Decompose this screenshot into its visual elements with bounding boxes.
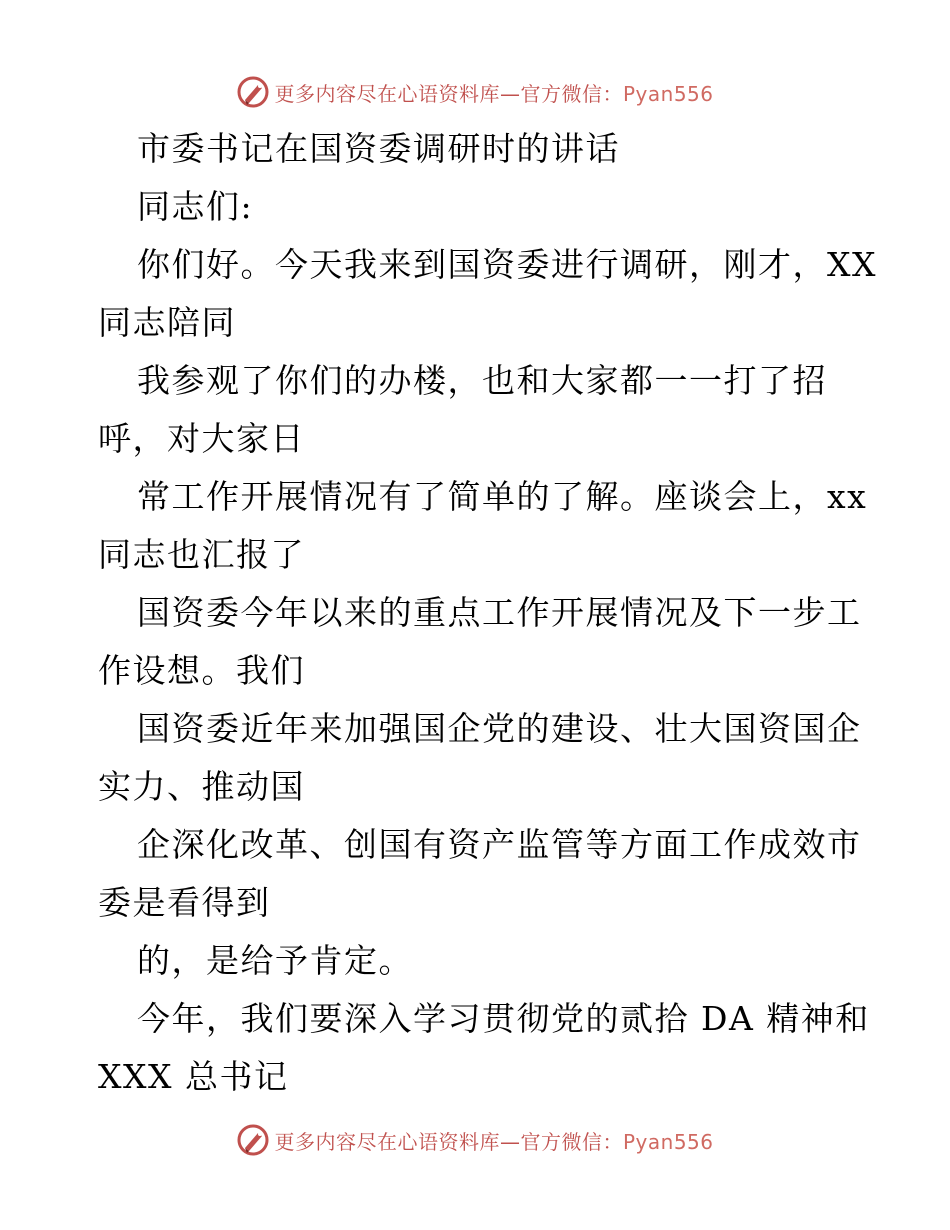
paragraph-line: 作设想。我们 — [98, 651, 305, 690]
pen-logo-icon — [236, 1123, 270, 1157]
pen-logo-icon — [236, 75, 270, 109]
paragraph-line: 国资委今年以来的重点工作开展情况及下一步工 — [137, 593, 862, 632]
paragraph-line: 我参观了你们的办楼，也和大家都一一打了招 — [137, 361, 827, 400]
header-watermark — [0, 72, 950, 112]
watermark-brand: 更多内容尽在心语资料库 — [274, 81, 500, 106]
paragraph-line: 同志陪同 — [98, 303, 236, 342]
watermark-contact-id: Pyan556 — [622, 81, 714, 106]
paragraph-line: 呼，对大家日 — [98, 419, 305, 458]
watermark-contact-label: 官方微信： — [520, 81, 623, 106]
paragraph-line: 同志也汇报了 — [98, 535, 305, 574]
watermark-contact-label: 官方微信： — [520, 1129, 623, 1154]
paragraph-line: 委是看得到 — [98, 883, 271, 922]
paragraph-line: 国资委近年来加强国企党的建设、壮大国资国企 — [137, 709, 862, 748]
watermark-brand: 更多内容尽在心语资料库 — [274, 1129, 500, 1154]
paragraph-line: XXX 总书记 — [98, 1057, 289, 1096]
watermark-separator: — — [499, 1129, 521, 1154]
watermark-text — [274, 1126, 713, 1155]
watermark-contact-id: Pyan556 — [622, 1129, 714, 1154]
paragraph-line: 同志们: — [137, 187, 254, 226]
paragraph-line: 你们好。今天我来到国资委进行调研，刚才，XX — [137, 245, 877, 284]
footer-watermark — [0, 1120, 950, 1160]
paragraph-line: 实力、推动国 — [98, 767, 305, 806]
paragraph-line: 企深化改革、创国有资产监管等方面工作成效市 — [137, 825, 862, 864]
paragraph-line: 今年，我们要深入学习贯彻党的贰拾 DA 精神和 — [137, 999, 870, 1038]
paragraph-line: 的，是给予肯定。 — [137, 941, 413, 980]
paragraph-line: 常工作开展情况有了简单的了解。座谈会上，xx — [137, 477, 868, 516]
watermark-text — [274, 78, 713, 107]
watermark-separator: — — [499, 81, 521, 106]
document-title: 市委书记在国资委调研时的讲话 — [137, 129, 620, 168]
